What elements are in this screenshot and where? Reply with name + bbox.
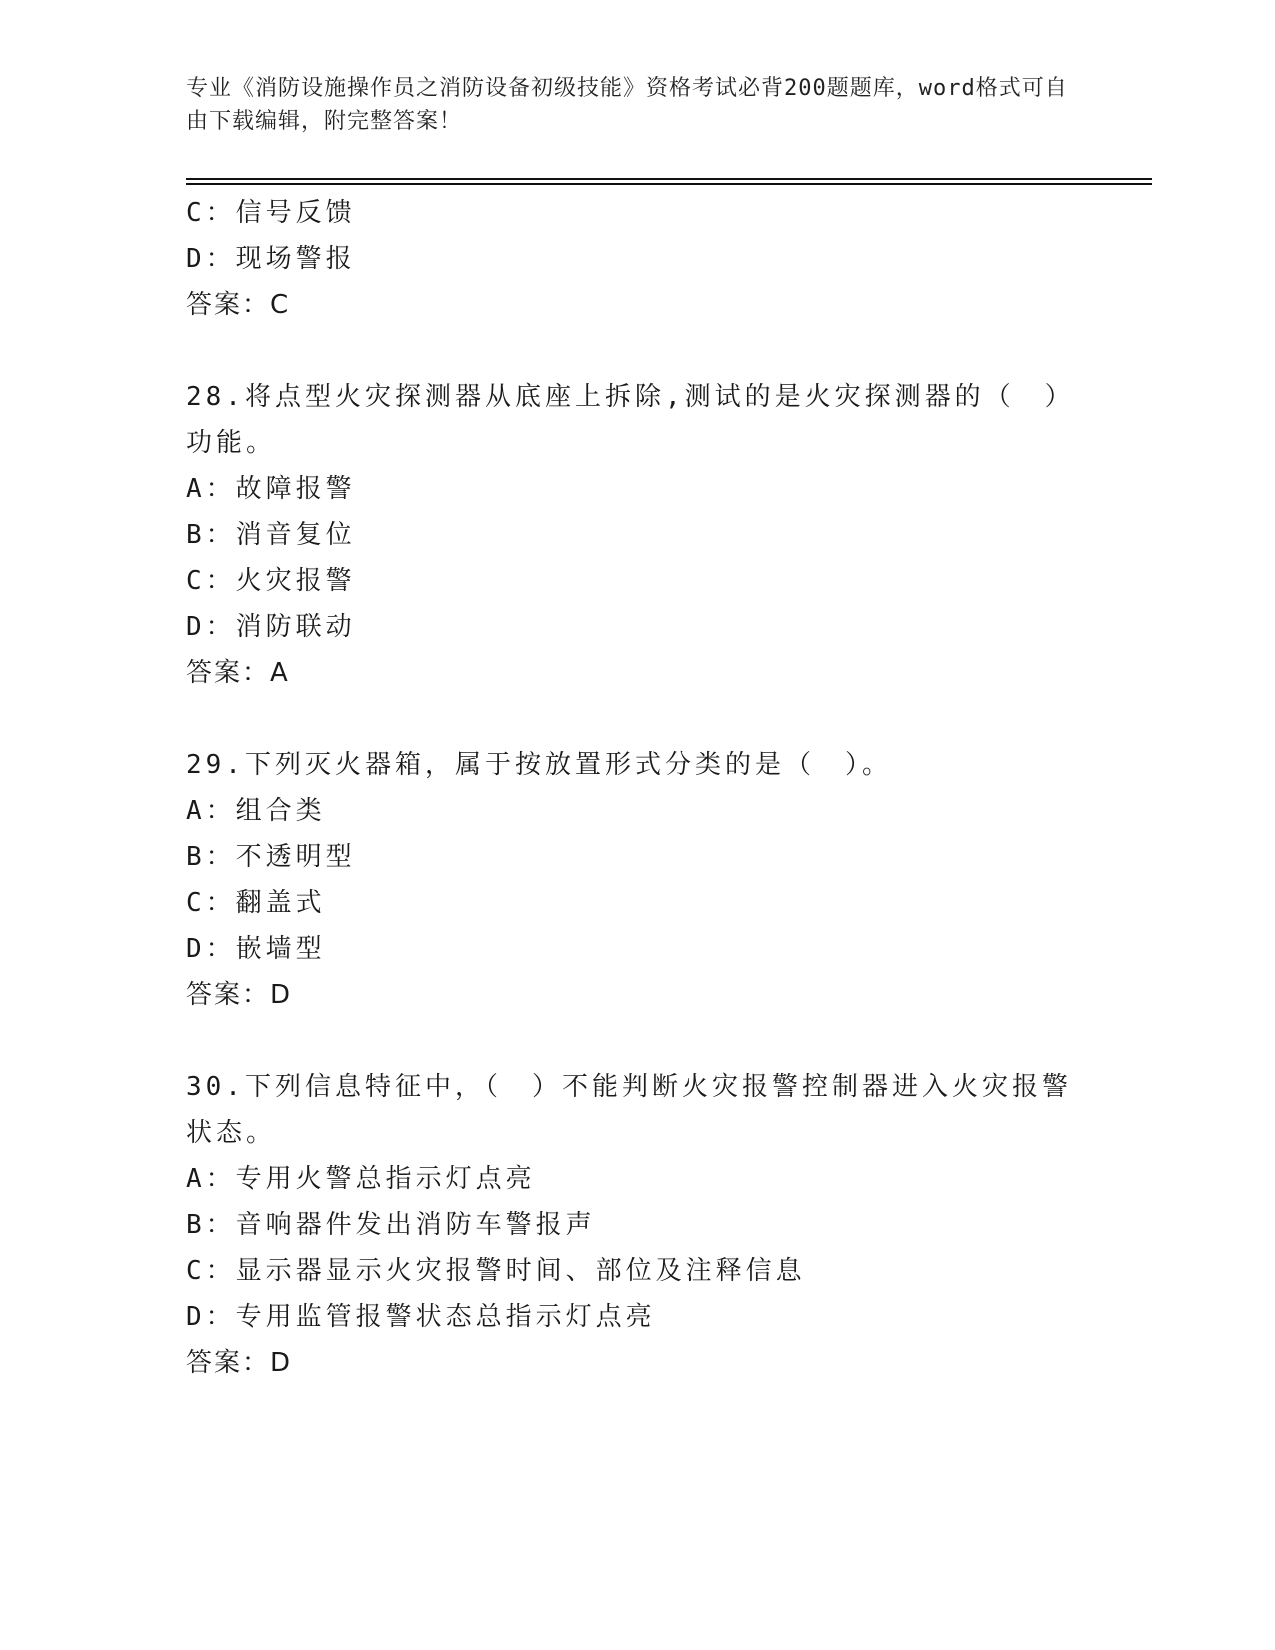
question-list	[186, 190, 1086, 1386]
header-divider-bottom	[186, 183, 1152, 185]
option-c: C：翻盖式	[186, 888, 326, 918]
option-c: C：火灾报警	[186, 566, 356, 596]
option-b: B：音响器件发出消防车警报声	[186, 1210, 596, 1240]
option-d: D：消防联动	[186, 612, 356, 642]
question-stem-30: 30.下列信息特征中，（ ）不能判断火灾报警控制器进入火灾报警状态。	[186, 1072, 1072, 1148]
option-d: D：专用监管报警状态总指示灯点亮	[186, 1302, 656, 1332]
option-c: C：显示器显示火灾报警时间、部位及注释信息	[186, 1256, 806, 1286]
option-d: D：现场警报	[186, 244, 356, 274]
option-a: A：组合类	[186, 796, 326, 826]
option-d: D：嵌墙型	[186, 934, 326, 964]
question-stem-28: 28.将点型火灾探测器从底座上拆除,测试的是火灾探测器的（ ）功能。	[186, 382, 1075, 458]
header-divider-top	[186, 178, 1152, 180]
option-a: A：专用火警总指示灯点亮	[186, 1164, 536, 1194]
answer-line: 答案：D	[186, 1348, 293, 1378]
answer-line: 答案：C	[186, 290, 291, 320]
answer-line: 答案：A	[186, 658, 290, 688]
question-stem-29: 29.下列灭火器箱，属于按放置形式分类的是（ ）。	[186, 750, 892, 780]
page-header: 专业《消防设施操作员之消防设备初级技能》资格考试必背200题题库，word格式可自由下载编辑，附完整答案！	[186, 76, 1068, 134]
option-c: C：信号反馈	[186, 198, 356, 228]
option-a: A：故障报警	[186, 474, 356, 504]
option-b: B：不透明型	[186, 842, 356, 872]
option-b: B：消音复位	[186, 520, 356, 550]
answer-line: 答案：D	[186, 980, 293, 1010]
